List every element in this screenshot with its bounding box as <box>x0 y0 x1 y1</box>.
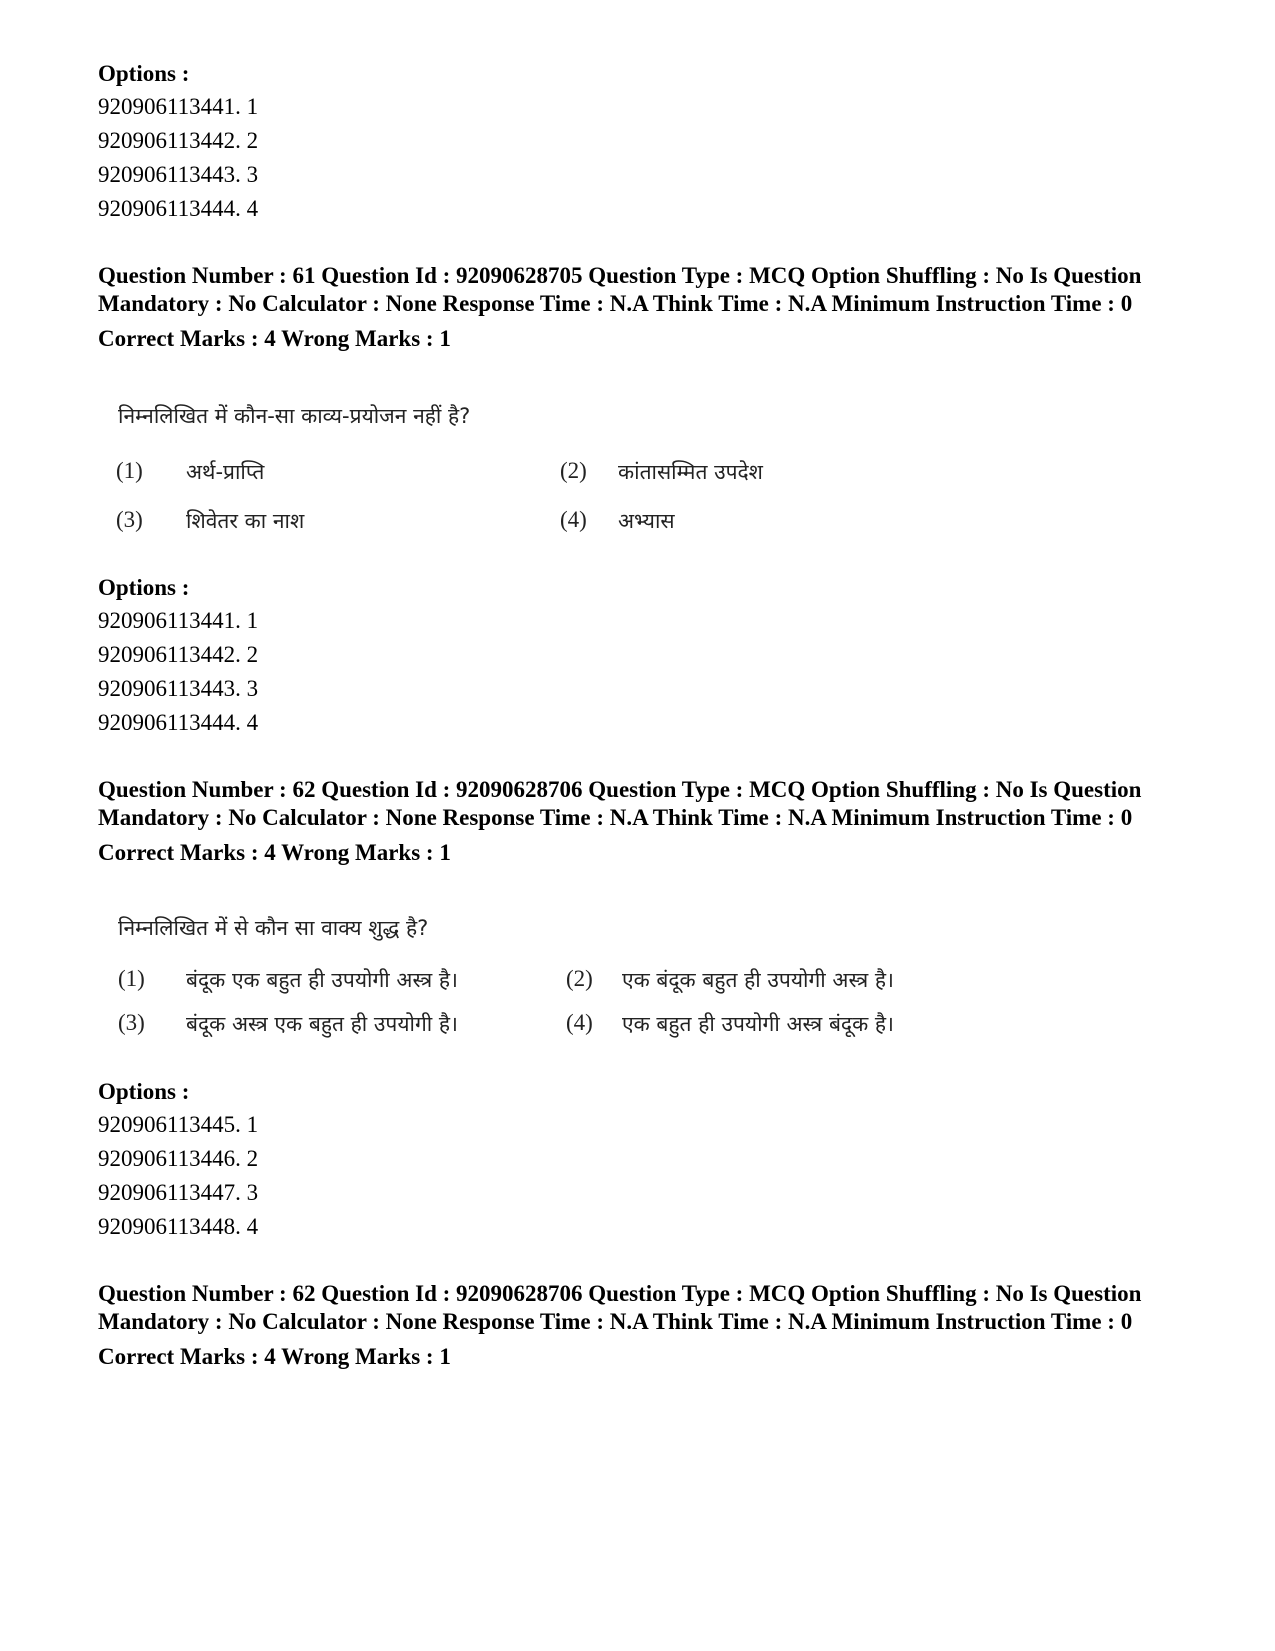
options-block-62 <box>98 1075 1188 1244</box>
question-text: निम्नलिखित में कौन-सा काव्य-प्रयोजन नहीं है? <box>118 404 471 428</box>
choice-number: (3) <box>116 507 143 532</box>
option-line: 920906113442. 2 <box>98 128 259 153</box>
choice-text: अभ्यास <box>618 509 675 533</box>
option-line: 920906113444. 4 <box>98 196 259 221</box>
option-line: 920906113448. 4 <box>98 1214 259 1239</box>
choice-text: एक बंदूक बहुत ही उपयोगी अस्त्र है। <box>622 968 894 992</box>
option-line: 920906113441. 1 <box>98 94 259 119</box>
question-meta: Question Number : 62 Question Id : 92090628706 Question Type : MCQ Option Shuffling : No Is Question Mandatory : No Calculator : None Response Time : N.A Think Time : N.A Minimum Instruction Time : 0 <box>98 777 1142 830</box>
option-line: 920906113444. 4 <box>98 710 259 735</box>
choice-number: (3) <box>118 1010 145 1035</box>
choice-text: कांतासम्मित उपदेश <box>618 460 763 484</box>
choice-number: (2) <box>566 966 593 991</box>
options-label: Options : <box>98 575 190 600</box>
options-label: Options : <box>98 61 190 86</box>
option-line: 920906113443. 3 <box>98 676 259 701</box>
options-block-61 <box>98 571 1188 740</box>
choice-number: (1) <box>118 966 145 991</box>
question-62-header <box>98 776 1188 867</box>
choice-number: (2) <box>560 458 587 483</box>
choice-text: शिवेतर का नाश <box>186 509 305 533</box>
option-line: 920906113443. 3 <box>98 162 259 187</box>
question-marks: Correct Marks : 4 Wrong Marks : 1 <box>98 1344 451 1369</box>
choice-number: (4) <box>566 1010 593 1035</box>
choice-number: (1) <box>116 458 143 483</box>
choice-text: बंदूक अस्त्र एक बहुत ही उपयोगी है। <box>186 1012 458 1036</box>
options-label: Options : <box>98 1079 190 1104</box>
question-61-header <box>98 262 1188 353</box>
choice-text: बंदूक एक बहुत ही उपयोगी अस्त्र है। <box>186 968 458 992</box>
option-line: 920906113446. 2 <box>98 1146 259 1171</box>
choice-text: अर्थ-प्राप्ति <box>186 460 265 484</box>
options-block-prev <box>98 57 1188 226</box>
question-meta: Question Number : 61 Question Id : 92090628705 Question Type : MCQ Option Shuffling : No Is Question Mandatory : No Calculator : None Response Time : N.A Think Time : N.A Minimum Instruction Time : 0 <box>98 263 1142 316</box>
question-meta: Question Number : 62 Question Id : 92090628706 Question Type : MCQ Option Shuffling : No Is Question Mandatory : No Calculator : None Response Time : N.A Think Time : N.A Minimum Instruction Time : 0 <box>98 1281 1142 1334</box>
question-marks: Correct Marks : 4 Wrong Marks : 1 <box>98 326 451 351</box>
choice-text: एक बहुत ही उपयोगी अस्त्र बंदूक है। <box>622 1012 894 1036</box>
option-line: 920906113447. 3 <box>98 1180 259 1205</box>
choice-number: (4) <box>560 507 587 532</box>
question-62-repeat-header <box>98 1280 1188 1371</box>
option-line: 920906113441. 1 <box>98 608 259 633</box>
question-marks: Correct Marks : 4 Wrong Marks : 1 <box>98 840 451 865</box>
option-line: 920906113445. 1 <box>98 1112 259 1137</box>
question-text: निम्नलिखित में से कौन सा वाक्य शुद्ध है? <box>118 916 429 940</box>
option-line: 920906113442. 2 <box>98 642 259 667</box>
